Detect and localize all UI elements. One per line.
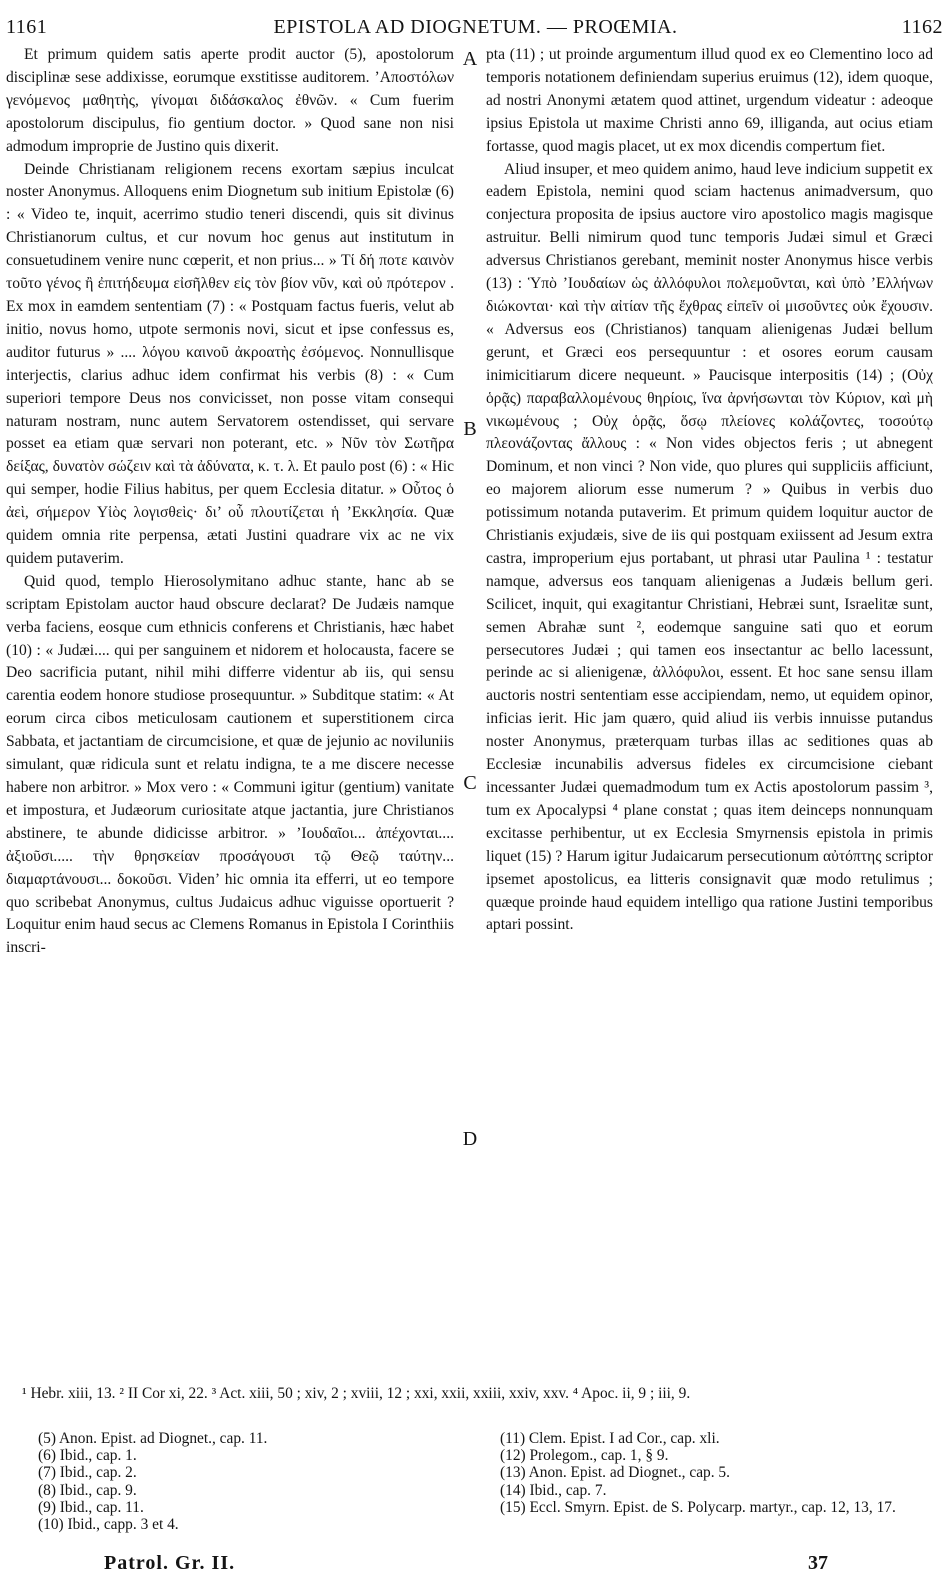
note-7: (7) Ibid., cap. 2. (38, 1464, 137, 1482)
notes-right (500, 1430, 940, 1516)
note-12: (12) Prolegom., cap. 1, § 9. (500, 1447, 669, 1465)
note-11: (11) Clem. Epist. I ad Cor., cap. xli. (500, 1430, 720, 1447)
footer-sheet-number: 37 (808, 1552, 828, 1574)
margin-letter-a: A (462, 48, 478, 70)
left-paragraph-1: Et primum quidem satis aperte prodit auctor (5), apostolorum disciplinæ sese addixisse, eorumque exstitisse auditorem. ’Αποστόλων γενόμενος μαθητὴς, γίνομαι διδάσκαλος ἐθνῶν. « Cum fuerim apostolorum discipulus, fio gentium doctor. » Quod sane non nisi admodum improprie de Justino quis dixerit. (6, 46, 454, 155)
left-paragraph-3: Quid quod, templo Hierosolymitano adhuc stante, hanc ab se scriptam Epistolam auctor haud obscure declarat? De Judæis namque verba faciens, eosque cum ethnicis conferens et Christianis, hæc habet (10) : « Judæi.... qui per sanguinem et nidorem et holocausta, facere se Deo sacrificia putant, nihil mihi differre videntur ab iis, qui sensu carentia eodem honore studiose prosequuntur. » Subditque statim: « At eorum circa cibos meticulosam cautionem et superstitionem circa Sabbata, et jactantiam de circumcisione, et quæ de jejunio ac noviluniis simulant, quæ ridicula sunt et relatu indigna, te a me discere necesse habere non arbitror. » Mox vero : « Communi igitur (gentium) vanitate et impostura, et Judæorum curiositate atque jactantia, jure Christianos abstinere, te abunde didicisse arbitror. » ’Ιουδαῖοι... ἀπέχονται.... ἀξιοῦσι..... τὴν θρησκείαν προσάγουσι τῷ Θεῷ ταύτην... διαμαρτάνουσι... δοκοῦσι. Viden’ hic omnia ita efferri, ut eo tempore quo scribebat Anonymus, cultus Judaicus adhuc viguisse oportuerit ? Loquitur enim haud secus ac Clemens Romanus in Epistola I Corinthiis inscri- (6, 572, 454, 957)
note-14: (14) Ibid., cap. 7. (500, 1481, 607, 1499)
running-title: EPISTOLA AD DIOGNETUM. — PROŒMIA. (273, 16, 678, 38)
right-paragraph-1: pta (11) ; ut proinde argumentum illud quod ex eo Clementino loco ad temporis notationem definiendam superius eruimus (12), idem quoque, ad nostri Anonymi ætatem quod attinet, urgendum videatur : adeoque ipsius Epistola ut maxime Christi anno 69, illiganda, aut ocius etiam fortasse, quod magis placet, ut ex mox dicendis compertum fiet. (486, 46, 933, 155)
note-10: (10) Ibid., capp. 3 et 4. (38, 1516, 179, 1534)
scripture-footnotes: ¹ Hebr. xiii, 13. ² II Cor xi, 22. ³ Act. xiii, 50 ; xiv, 2 ; xviii, 12 ; xxi, xxii, xxiii, xxiv, xxv. ⁴ Apoc. ii, 9 ; iii, 9. (22, 1385, 691, 1402)
margin-letter-c: C (463, 772, 477, 794)
left-column (6, 44, 454, 960)
note-9: (9) Ibid., cap. 11. (38, 1498, 144, 1516)
margin-letter-d: D (462, 1128, 478, 1150)
note-5: (5) Anon. Epist. ad Diognet., cap. 11. (38, 1430, 268, 1447)
page-number-right: 1162 (901, 16, 943, 38)
footer-series: Patrol. Gr. II. (104, 1552, 236, 1574)
note-6: (6) Ibid., cap. 1. (38, 1447, 137, 1465)
margin-letter-b: B (463, 418, 477, 440)
running-header (0, 16, 951, 42)
note-8: (8) Ibid., cap. 9. (38, 1481, 137, 1499)
left-paragraph-2: Deinde Christianam religionem recens exortam sæpius inculcat noster Anonymus. Alloquens enim Diognetum sub initium Epistolæ (6) : « Video te, inquit, acerrimo studio teneri discendi, quis sit divinus Christianorum cultus, et cur novum hoc genus aut institutum in consuetudinem venire nunc cœperit, et non prius... » Τί δή ποτε καινὸν τοῦτο γένος ἢ ἐπιτήδευμα εἰσῆλθεν εἰς τὸν βίον νῦν, καὶ οὐ πρότερον . Ex mox in eamdem sententiam (7) : « Postquam factus fueris, velut ab initio, novus homo, utpote sermonis novi, sicut et ipse confessus es, auditor futurus » .... λόγου καινοῦ ἀκροατὴς ἐσόμενος. Nonnullisque interjectis, clarius adhuc idem confirmat his verbis (8) : « Cum superiori tempore Deus nos convicisset, non posse vitam consequi naturam nostram, nunc autem Servatorem ostendisset, qui servare posset ea etiam quæ servari non poterant, etc. » Νῦν τὸν Σωτῆρα δείξας, δυνατὸν σώζειν καὶ τὰ ἀδύνατα, κ. τ. λ. Et paulo post (6) : « Hic qui semper, hodie Filius habitus, per quem Ecclesia ditatur. » Οὗτος ὁ ἀεὶ, σήμερον Υἱὸς λογισθεὶς· δι’ οὗ πλουτίζεται ἡ ’Εκκλησία. Quæ quidem omnia rite perpensa, ætati Justini quadrare vix ac ne vix quidem putaverim. (6, 160, 454, 567)
page-number-left: 1161 (6, 16, 48, 38)
note-15: (15) Eccl. Smyrn. Epist. de S. Polycarp. martyr., cap. 12, 13, 17. (500, 1498, 896, 1516)
right-paragraph-2: Aliud insuper, et meo quidem animo, haud leve indicium suppetit ex eadem Epistola, nemini quod sciam hactenus animadversum, quo conjectura proposita de ipsius auctore viro apostolico magis magisque astruitur. Belli nimirum quod tunc temporis Judæi simul et Græci adversus Christianos gerebant, meminit noster Anonymus hisce verbis (13) : Ὑπὸ ’Ιουδαίων ὡς ἀλλόφυλοι πολεμοῦνται, καὶ ὑπὸ ’Ελλήνων διώκονται· καὶ τὴν αἰτίαν τῆς ἔχθρας εἰπεῖν οἱ μισοῦντες οὐκ ἔχουσιν. « Adversus eos (Christianos) tanquam alienigenas Judæi bellum gerunt, et Græci eos persequuntur : et osores eorum causam inimicitiarum dicere nequeunt. » Paucisque interpositis (14) ; (Οὐχ ὁρᾷς) παραβαλλομένους θηρίοις, ἵνα ἀρνήσωνται τὸν Κύριον, καὶ μὴ νικωμένους ; Οὐχ ὁρᾷς, ὅσῳ πλείονες κολάζοντες, τοσούτῳ πλεονάζοντας ἄλλους : « Non vides objectos feris ; ut abnegent Dominum, et non vinci ? Non vide, quo plures qui suppliciis afficiunt, eo majorem aliorum esse numerum ? » Quibus in verbis duo potissimum notanda putaverim. Et primum quidem loquitur auctor de Christianis exjudæis, sive de iis qui postquam exiissent ad Jesum extra castra, improperium ejus portabant, ut phrasi utar Paulina ¹ : testatur namque, adversus eos tanquam alienigenas a Judæis bellum geri. Scilicet, inquit, qui exagitantur Christiani, Hebræi sunt, Israelitæ sunt, semen Abrahæ sunt ², eodemque sanguine sati quo et eorum persecutores Judæi ; qui tamen eos insectantur ac bello lacessunt, perinde ac si alienigenæ, ἀλλόφυλοι, essent. Et hoc sane sensu illam auctoris nostri sententiam esse accipiendam, nemo, ut equidem opinor, inficias ierit. Hic jam quæro, quid aliud iis verbis innuisse putandus noster Anonymus, præterquam turbas illas ac seditiones quas ab Ecclesiæ incunabilis adversus fideles ex circumcisione ciebant incessanter Judæi quemadmodum tum ex Actis apostolorum passim ³, tum ex Apocalypsi ⁴ plane constat ; quas item deinceps nonnunquam excitasse perhibentur, ut ex Ecclesia Smyrnensis epistola in primis liquet (15) ? Harum igitur Judaicarum persecutionum αὐτόπτης scriptor ipsemet apostolicus, ea litteris consignavit quæ modo retulimus ; quæque proinde haud equidem intelligo qua ratione Justini temporibus aptari possint. (486, 160, 933, 934)
right-column (486, 44, 933, 937)
note-13: (13) Anon. Epist. ad Diognet., cap. 5. (500, 1464, 730, 1482)
notes-left (38, 1430, 458, 1533)
